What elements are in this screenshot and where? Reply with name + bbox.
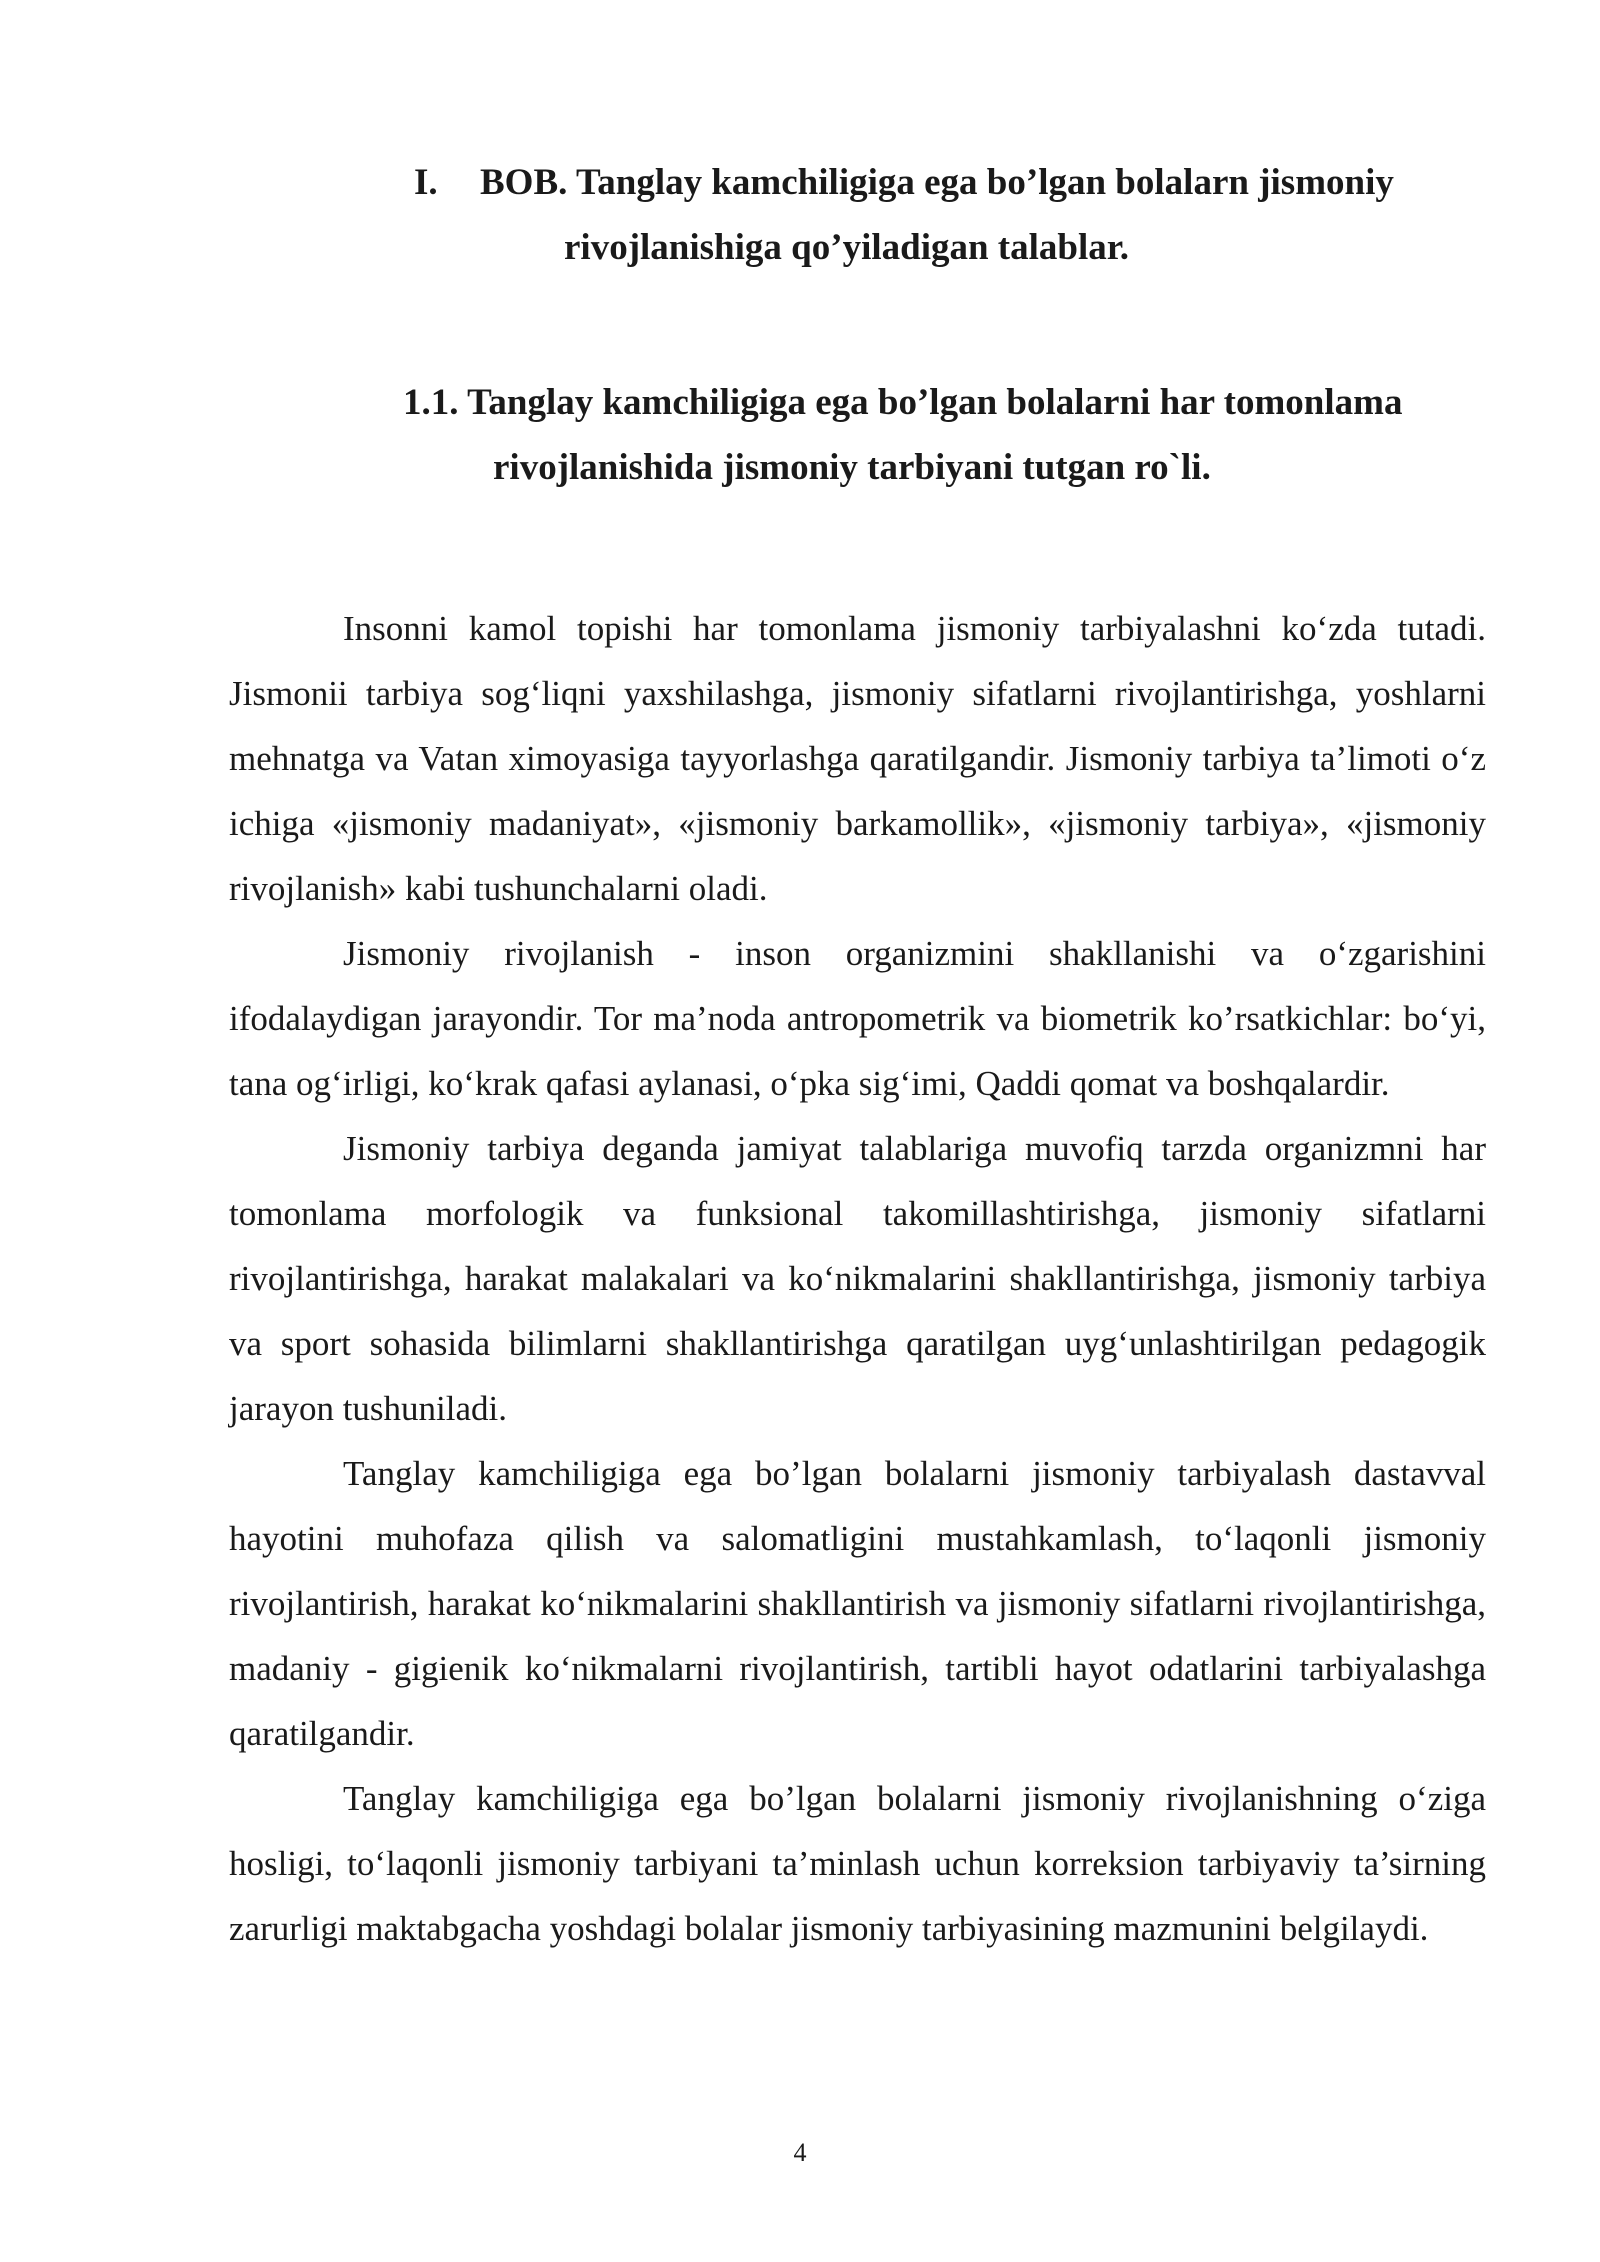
- chapter-heading-line1: [400, 150, 1480, 215]
- section-title-line2: rivojlanishida jismoniy tarbiyani tutgan ro`li.: [493, 447, 1211, 488]
- section-title-line1: 1.1. Tanglay kamchiligiga ega bo’lgan bolalarni har tomonlama: [403, 382, 1403, 423]
- paragraph: Jismoniy rivojlanish - inson organizmini shakllanishi va o‘zgarishini ifodalaydigan jarayondir. Tor ma’noda antropometrik va biometrik ko’rsatkichlar: bo‘yi, tana og‘irligi, ko‘krak qafasi aylanasi, o‘pka sig‘imi, Qaddi qomat va boshqalardir.: [229, 934, 1486, 1103]
- section-heading: [403, 370, 1483, 500]
- chapter-number: I.: [414, 162, 438, 203]
- chapter-heading: [400, 150, 1480, 280]
- paragraph: Tanglay kamchiligiga ega bo’lgan bolalarni jismoniy tarbiyalash dastavval hayotini muhofaza qilish va salomatligini mustahkamlash, to‘laqonli jismoniy rivojlantirish, harakat ko‘nikmalarini shakllantirish va jismoniy sifatlarni rivojlantirishga, madaniy - gigienik ko‘nikmalarni rivojlantirish, tartibli hayot odatlarini tarbiyalashga qaratilgandir.: [229, 1454, 1486, 1753]
- body-text: [229, 596, 1486, 1961]
- paragraph: Insonni kamol topishi har tomonlama jismoniy tarbiyalashni ko‘zda tutadi. Jismonii tarbiya sog‘liqni yaxshilashga, jismoniy sifatlarni rivojlantirishga, yoshlarni mehnatga va Vatan ximoyasiga tayyorlashga qaratilgandir. Jismoniy tarbiya ta’limoti o‘z ichiga «jismoniy madaniyat», «jismoniy barkamollik», «jismoniy tarbiya», «jismoniy rivojlanish» kabi tushunchalarni oladi.: [229, 609, 1486, 908]
- paragraph: Jismoniy tarbiya deganda jamiyat talablariga muvofiq tarzda organizmni har tomonlama morfologik va funksional takomillashtirishga, jismoniy sifatlarni rivojlantirishga, harakat malakalari va ko‘nikmalarini shakllantirishga, jismoniy tarbiya va sport sohasida bilimlarni shakllantirishga qaratilgan uyg‘unlashtirilgan pedagogik jarayon tushuniladi.: [229, 1129, 1486, 1428]
- paragraph: Tanglay kamchiligiga ega bo’lgan bolalarni jismoniy rivojlanishning o‘ziga hosligi, to‘laqonli jismoniy tarbiyani ta’minlash uchun korreksion tarbiyaviy ta’sirning zarurligi maktabgacha yoshdagi bolalar jismoniy tarbiyasining mazmunini belgilaydi.: [229, 1779, 1486, 1948]
- chapter-title-line1: BOB. Tanglay kamchiligiga ega bo’lgan bolalarn jismoniy: [480, 162, 1394, 203]
- page-number: 4: [793, 2138, 807, 2167]
- chapter-title-line2: rivojlanishiga qo’yiladigan talablar.: [564, 227, 1130, 268]
